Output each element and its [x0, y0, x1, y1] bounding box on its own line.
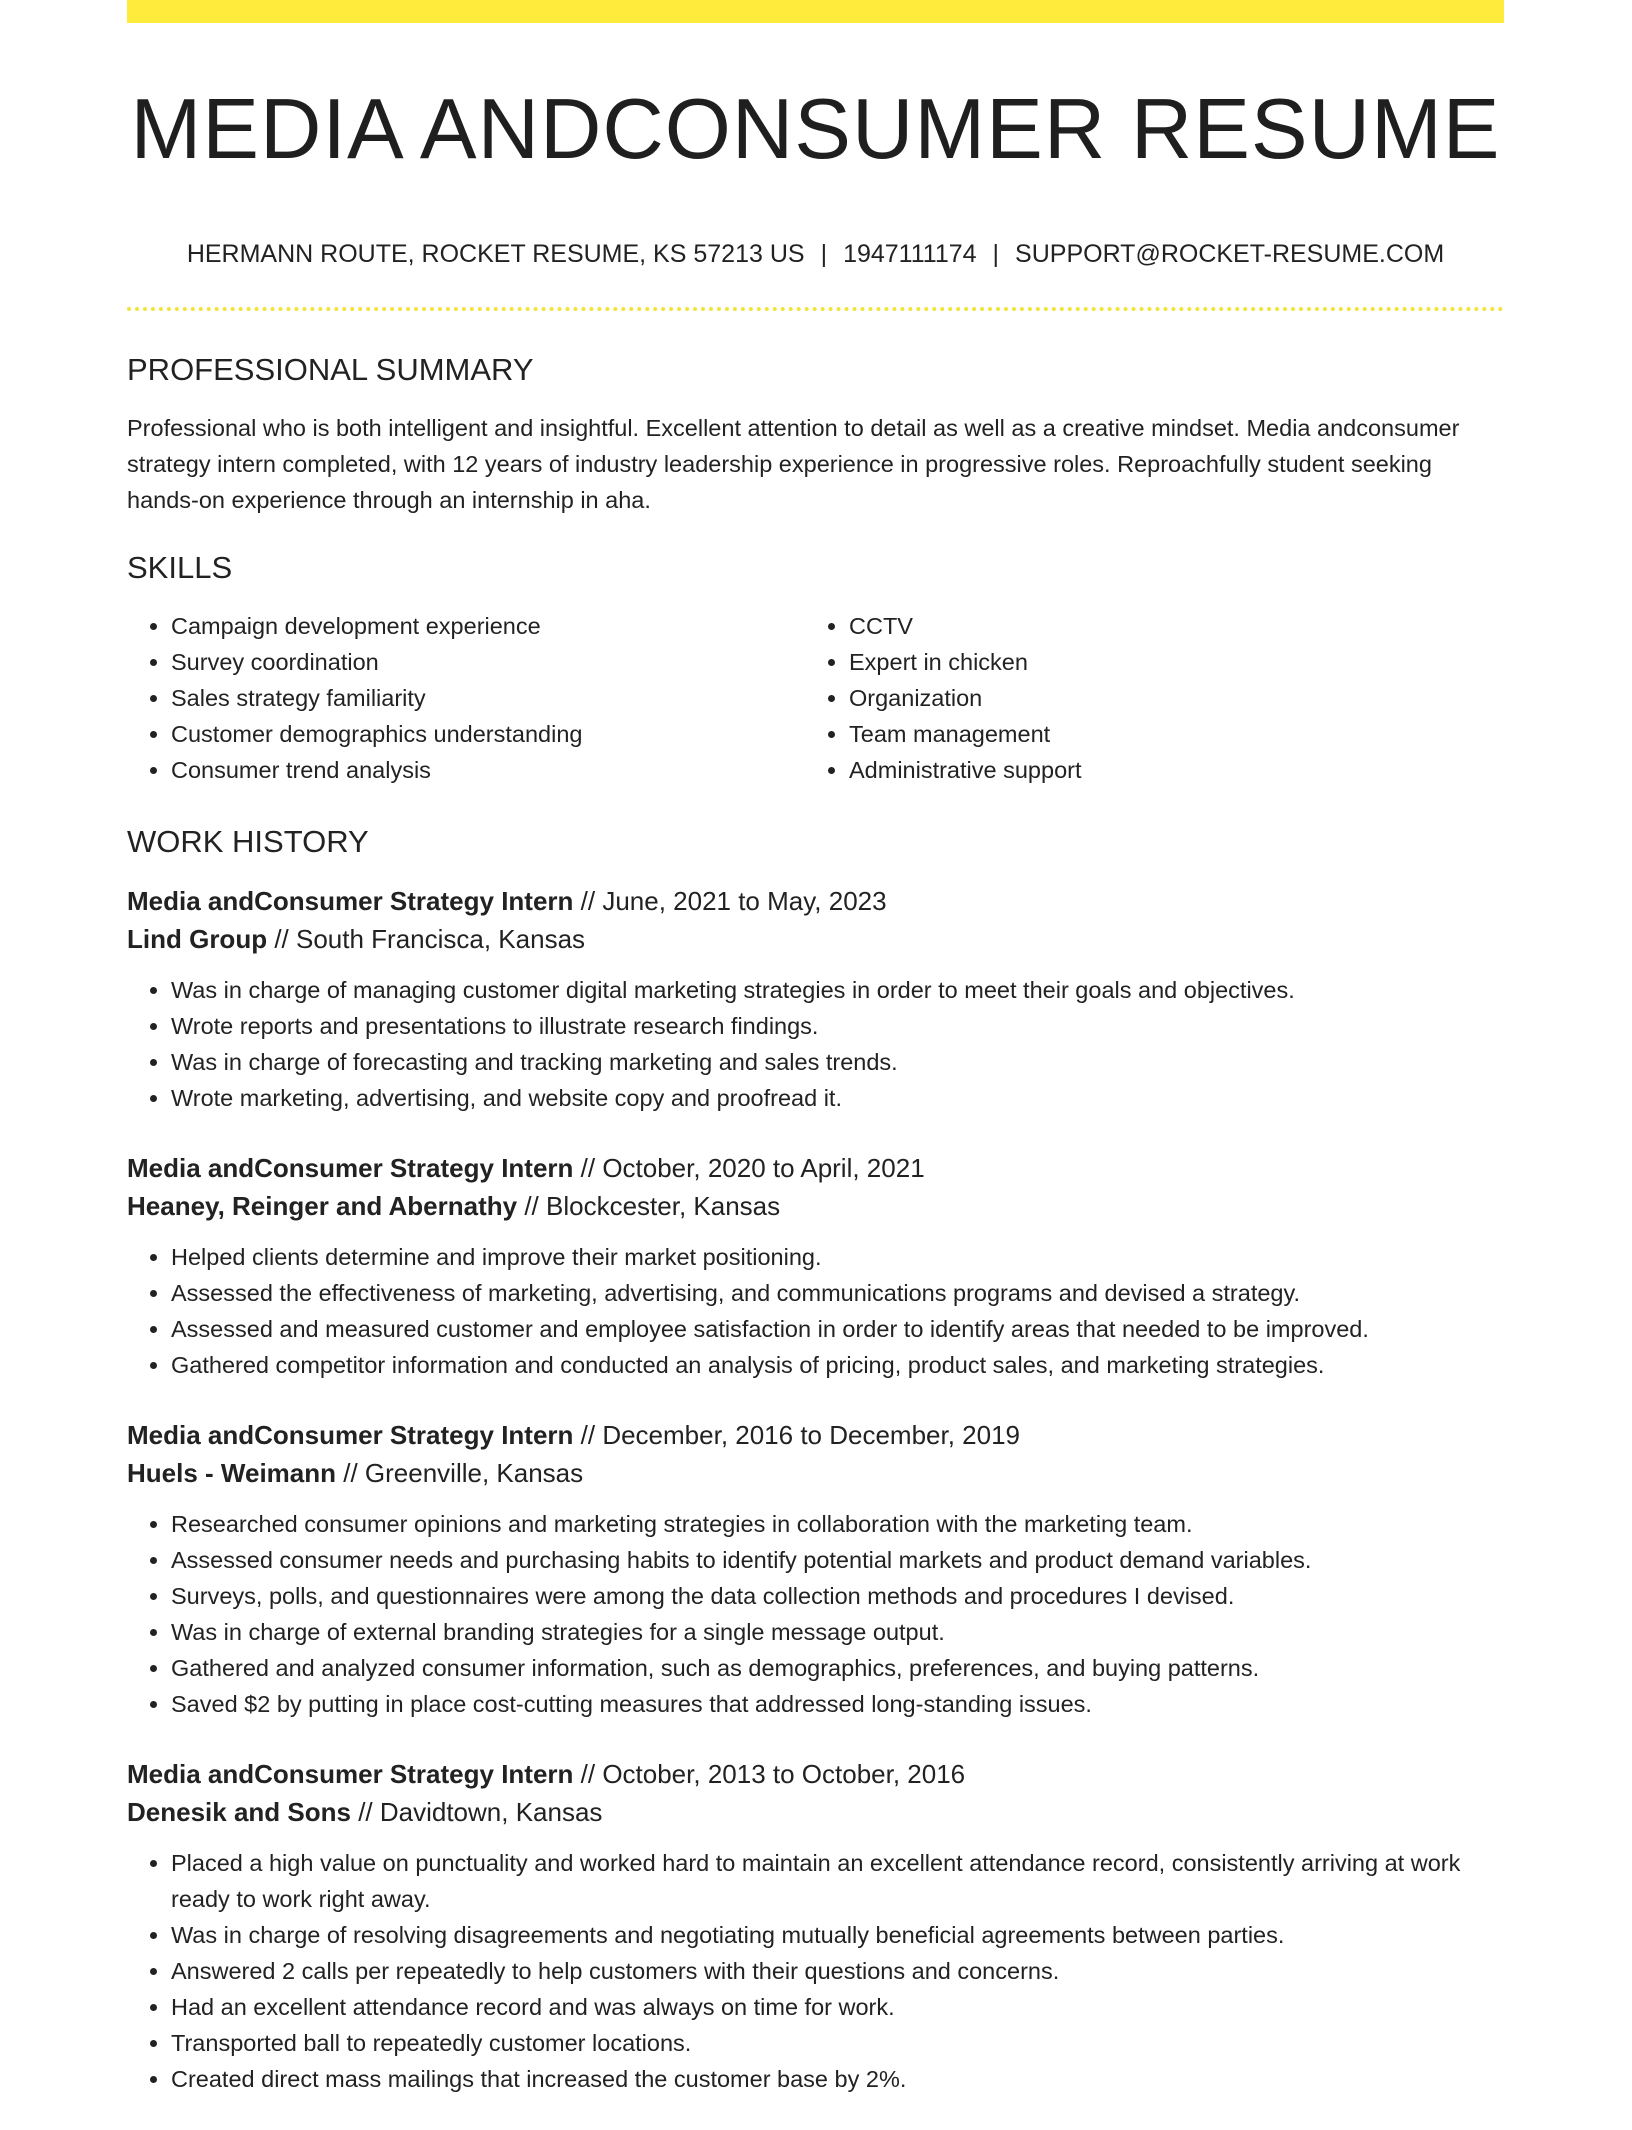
skill-item: • Expert in chicken — [849, 644, 1483, 680]
contact-line — [127, 236, 1504, 272]
job-bullet: • Assessed and measured customer and employee satisfaction in order to identify areas that needed to be improved. — [171, 1311, 1504, 1347]
resume-title: MEDIA ANDCONSUMER RESUME — [130, 82, 1501, 177]
job-bullet: • Wrote marketing, advertising, and website copy and proofread it. — [171, 1080, 1504, 1116]
job-dates: // October, 2013 to October, 2016 — [573, 1759, 966, 1789]
job-dates: // October, 2020 to April, 2021 — [573, 1153, 925, 1183]
job-location: // Davidtown, Kansas — [350, 1797, 603, 1827]
skills-grid — [127, 608, 1504, 788]
job-company: Heaney, Reinger and Abernathy — [127, 1191, 518, 1221]
job-title: Media andConsumer Strategy Intern — [127, 1153, 574, 1183]
job-bullet: • Was in charge of forecasting and tracking marketing and sales trends. — [171, 1044, 1504, 1080]
job-bullet: • Saved $2 by putting in place cost-cutting measures that addressed long-standing issues. — [171, 1686, 1504, 1722]
skills-heading: SKILLS — [127, 550, 233, 585]
resume-content — [127, 350, 1504, 2130]
job-bullet: • Had an excellent attendance record and was always on time for work. — [171, 1989, 1504, 2025]
job-location: // Blockcester, Kansas — [517, 1191, 781, 1221]
resume-page — [127, 0, 1504, 2092]
contact-email: SUPPORT@ROCKET-RESUME.COM — [1015, 240, 1445, 268]
job-title-line — [127, 1416, 1504, 1454]
job-bullets — [127, 1845, 1504, 2097]
job-location: // Greenville, Kansas — [336, 1458, 584, 1488]
skill-item: • CCTV — [849, 608, 1483, 644]
contact-phone: 1947111174 — [843, 240, 977, 268]
job-company-line — [127, 1454, 1504, 1492]
job-company-line — [127, 1187, 1504, 1225]
skill-item: • Customer demographics understanding — [171, 716, 805, 752]
job-bullet: • Was in charge of managing customer digital marketing strategies in order to meet their goals and objectives. — [171, 972, 1504, 1008]
summary-text: Professional who is both intelligent and insightful. Excellent attention to detail as well as a creative mindset. Media andconsumer strategy intern completed, with 12 years of industry leadership experience in progressive roles. Reproachfully student seeking hands-on experience through an internship in aha. — [127, 415, 1460, 513]
skill-item: • Organization — [849, 680, 1483, 716]
job-dates: // December, 2016 to December, 2019 — [573, 1420, 1021, 1450]
job-bullet: • Gathered competitor information and conducted an analysis of pricing, product sales, and marketing strategies. — [171, 1347, 1504, 1383]
skills-list-right — [849, 608, 1483, 788]
job-company: Lind Group — [127, 924, 268, 954]
job-bullet: • Assessed consumer needs and purchasing habits to identify potential markets and product demand variables. — [171, 1542, 1504, 1578]
skills-column-right — [805, 608, 1483, 788]
job-company-line — [127, 920, 1504, 958]
job-company: Huels - Weimann — [127, 1458, 337, 1488]
job-entry — [127, 1755, 1504, 2097]
work-history-heading: WORK HISTORY — [127, 824, 369, 859]
job-title-line — [127, 882, 1504, 920]
summary-heading: PROFESSIONAL SUMMARY — [127, 352, 534, 387]
skill-item: • Administrative support — [849, 752, 1483, 788]
job-location: // South Francisca, Kansas — [267, 924, 586, 954]
job-bullets — [127, 1239, 1504, 1383]
skill-item: • Sales strategy familiarity — [171, 680, 805, 716]
work-history-section — [127, 822, 1504, 2097]
job-bullet: • Transported ball to repeatedly customer locations. — [171, 2025, 1504, 2061]
job-title: Media andConsumer Strategy Intern — [127, 1759, 574, 1789]
skill-item: • Consumer trend analysis — [171, 752, 805, 788]
contact-address: HERMANN ROUTE, ROCKET RESUME, KS 57213 US — [186, 240, 805, 268]
skill-item: • Team management — [849, 716, 1483, 752]
contact-separator: | — [820, 240, 828, 268]
job-bullets — [127, 1506, 1504, 1722]
job-title-line — [127, 1755, 1504, 1793]
job-title: Media andConsumer Strategy Intern — [127, 1420, 574, 1450]
job-company: Denesik and Sons — [127, 1797, 351, 1827]
skills-column-left — [127, 608, 805, 788]
skills-list-left — [171, 608, 805, 788]
job-title-line — [127, 1149, 1504, 1187]
contact-separator: | — [992, 240, 1000, 268]
job-bullet: • Placed a high value on punctuality and worked hard to maintain an excellent attendance record, consistently arriving at work ready to work right away. — [171, 1845, 1504, 1917]
job-bullet: • Gathered and analyzed consumer information, such as demographics, preferences, and buying patterns. — [171, 1650, 1504, 1686]
skill-item: • Campaign development experience — [171, 608, 805, 644]
job-entry — [127, 1416, 1504, 1722]
job-bullet: • Assessed the effectiveness of marketing, advertising, and communications programs and devised a strategy. — [171, 1275, 1504, 1311]
job-bullet: • Surveys, polls, and questionnaires were among the data collection methods and procedures I devised. — [171, 1578, 1504, 1614]
job-bullet: • Helped clients determine and improve their market positioning. — [171, 1239, 1504, 1275]
dotted-divider — [127, 307, 1504, 311]
job-entry — [127, 882, 1504, 1116]
job-bullet: • Created direct mass mailings that increased the customer base by 2%. — [171, 2061, 1504, 2097]
accent-top-bar — [127, 0, 1504, 23]
job-title: Media andConsumer Strategy Intern — [127, 886, 574, 916]
job-dates: // June, 2021 to May, 2023 — [573, 886, 887, 916]
job-company-line — [127, 1793, 1504, 1831]
job-bullet: • Was in charge of resolving disagreements and negotiating mutually beneficial agreements between parties. — [171, 1917, 1504, 1953]
summary-section — [127, 350, 1504, 518]
job-entry — [127, 1149, 1504, 1383]
job-bullet: • Was in charge of external branding strategies for a single message output. — [171, 1614, 1504, 1650]
job-bullet: • Wrote reports and presentations to illustrate research findings. — [171, 1008, 1504, 1044]
skills-section — [127, 548, 1504, 788]
job-bullets — [127, 972, 1504, 1116]
job-bullet: • Answered 2 calls per repeatedly to help customers with their questions and concerns. — [171, 1953, 1504, 1989]
job-bullet: • Researched consumer opinions and marketing strategies in collaboration with the marketing team. — [171, 1506, 1504, 1542]
skill-item: • Survey coordination — [171, 644, 805, 680]
